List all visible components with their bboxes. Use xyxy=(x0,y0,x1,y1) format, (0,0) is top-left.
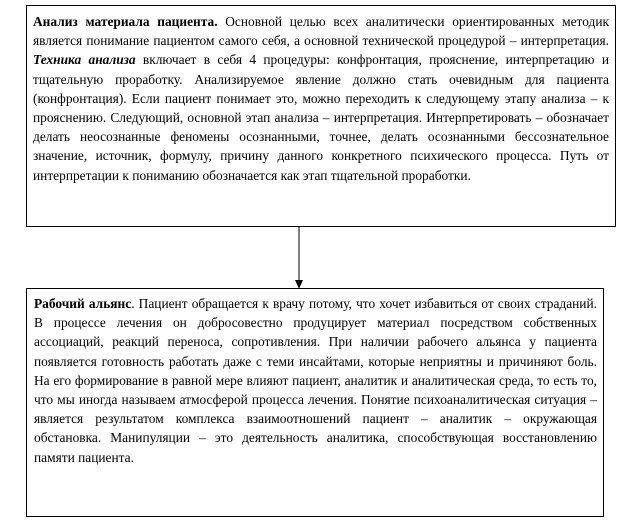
analysis-technique-emphasis: Техника анализа xyxy=(33,52,136,68)
working-alliance-text: . Пациент обращается к врачу потому, что хочет избавиться от своих страданий. В процессе лечения он добросовестно продуцирует материал посредством собственных ассоциаций, реакций переноса, сопротивления. При наличии рабочего альянса у пациента появляется готовность работать даже с теми инсайтами, которые неприятны и причиняют боль. На его формирование в равной мере влияют пациент, аналитик и аналитическая среда, то есть то, что мы иногда называем атмосферой процесса лечения. Понятие психоаналитическая ситуация – является результатом комплекса взаимоотношений пациент – аналитик – окружающая обстановка. Манипуляции – это деятельность аналитика, способствующая восстановлению памяти пациента. xyxy=(34,296,597,465)
working-alliance-box xyxy=(26,288,604,517)
analysis-text-part-1: Основной целью всех аналитически ориентированных методик является понимание пациентом самого себя, а основной технической процедурой – интерпретация. xyxy=(33,14,609,49)
analysis-text-part-2: включает в себя 4 процедуры: конфронтация, прояснение, интерпретацию и тщательную проработку. Анализируемое явление должно стать очевидным для пациента (конфронтация). Если пациент понимает это, можно переходить к следующему этапу анализа – к прояснению. Следующий, основной этап анализа – интерпретация. Интерпретировать – обозначает делать неосознанные феномены осознанными, точнее, делать осознанными бессознательное значение, источник, формулу, причину данного конкретного психического процесса. Путь от интерпретации к пониманию обозначается как этап тщательной проработки. xyxy=(33,52,609,183)
working-alliance-heading: Рабочий альянс xyxy=(34,296,132,311)
analysis-heading: Анализ материала пациента. xyxy=(33,14,218,29)
